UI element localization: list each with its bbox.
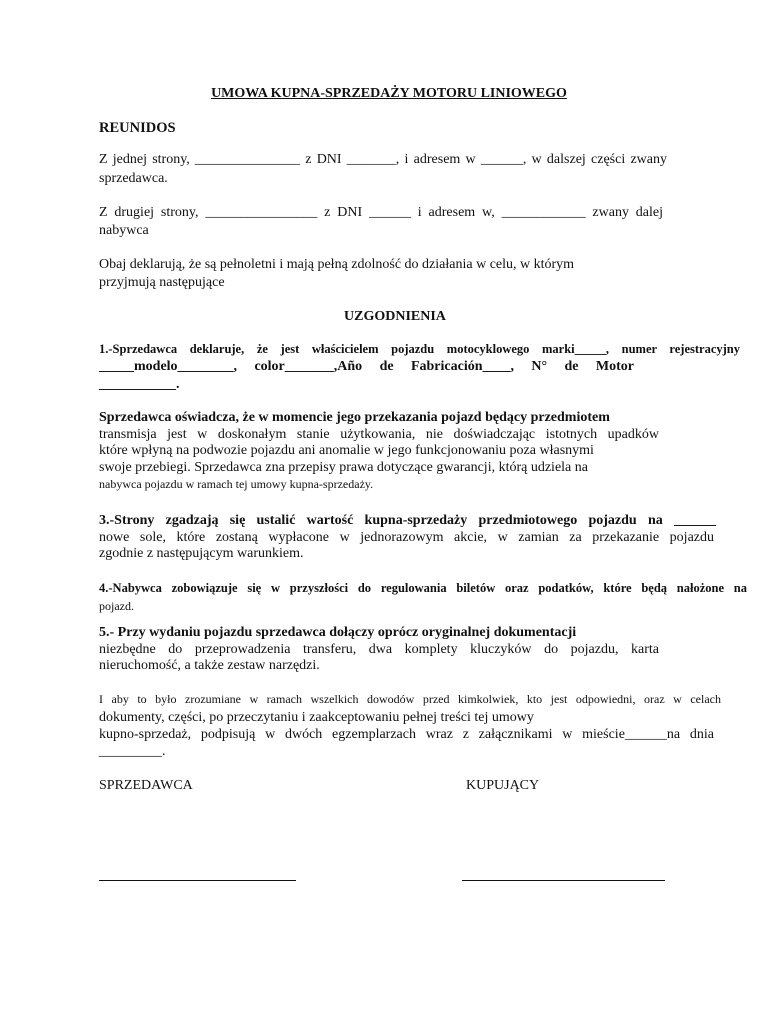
closing-line-3: kupno-sprzedaż, podpisują w dwóch egzemplarzach wraz z załącznikami w mieście______na dnia [99, 727, 714, 742]
seller-paragraph-line-2: sprzedawca. [99, 171, 168, 186]
clause-1-line-1: 1.-Sprzedawca deklaruje, że jest właścicielem pojazdu motocyklowego marki_____, numer rejestracyjny [99, 342, 740, 356]
clause-2-line-3: które wpłyną na podwozie pojazdu ani anomalie w jego funkcjonowaniu poza własnymi [99, 443, 594, 458]
closing-line-2: dokumenty, części, po przeczytaniu i zaakceptowaniu pełnej treści tej umowy [99, 710, 534, 725]
clause-3-line-2: nowe sole, które zostaną wypłacone w jednorazowym akcie, w zamian za przekazanie pojazdu [99, 530, 714, 545]
clause-2-line-2: transmisja jest w doskonałym stanie użytkowania, nie doświadczając istotnych upadków [99, 427, 659, 442]
buyer-signature-label: KUPUJĄCY [466, 778, 540, 793]
clause-1-line-2: _____modelo________, color_______,Año de Fabricación____, N° de Motor [99, 359, 634, 374]
seller-paragraph-line-1: Z jednej strony, _______________ z DNI _______, i adresem w ______, w dalszej części zwany [99, 152, 667, 167]
seller-signature-line [99, 880, 296, 881]
uzgodnienia-heading: UZGODNIENIA [344, 309, 446, 324]
clause-5-line-2: niezbędne do przeprowadzenia transferu, dwa komplety kluczyków do pojazdu, karta [99, 642, 659, 657]
clause-5-line-1: 5.- Przy wydaniu pojazdu sprzedawca dołączy oprócz oryginalnej dokumentacji [99, 625, 577, 640]
clause-2-line-4: swoje przebiegi. Sprzedawca zna przepisy prawa dotyczące gwarancji, którą udziela na [99, 460, 588, 475]
closing-line-1: I aby to było zrozumiane w ramach wszelkich dowodów przed kimkolwiek, kto jest odpowiedni, oraz w celach [99, 692, 721, 706]
buyer-paragraph-line-2: nabywca [99, 223, 149, 238]
clause-2-line-1: Sprzedawca oświadcza, że w momencie jego przekazania pojazd będący przedmiotem [99, 410, 610, 425]
document-title: UMOWA KUPNA-SPRZEDAŻY MOTORU LINIOWEGO [211, 86, 567, 101]
clause-3-line-3: zgodnie z następującym warunkiem. [99, 546, 304, 561]
clause-1-line-3: ___________. [99, 377, 180, 392]
clause-4-line-1: 4.-Nabywca zobowiązuje się w przyszłości do regulowania biletów oraz podatków, które będą nałożone na [99, 581, 747, 595]
buyer-paragraph-line-1: Z drugiej strony, ________________ z DNI ______ i adresem w, ____________ zwany dalej [99, 205, 663, 220]
buyer-signature-line [462, 880, 665, 881]
closing-line-4: _________. [99, 744, 166, 759]
declaration-line-1: Obaj deklarują, że są pełnoletni i mają pełną zdolność do działania w celu, w którym [99, 257, 575, 272]
clause-4-line-2: pojazd. [99, 599, 134, 613]
reunidos-heading: REUNIDOS [99, 120, 176, 136]
clause-3-line-1: 3.-Strony zgadzają się ustalić wartość kupna-sprzedaży przedmiotowego pojazdu na ______ [99, 513, 716, 528]
clause-2-line-5: nabywca pojazdu w ramach tej umowy kupna-sprzedaży. [99, 477, 374, 491]
clause-5-line-3: nieruchomość, a także zestaw narzędzi. [99, 658, 320, 673]
declaration-line-2: przyjmują następujące [99, 275, 225, 290]
seller-signature-label: SPRZEDAWCA [99, 778, 193, 793]
